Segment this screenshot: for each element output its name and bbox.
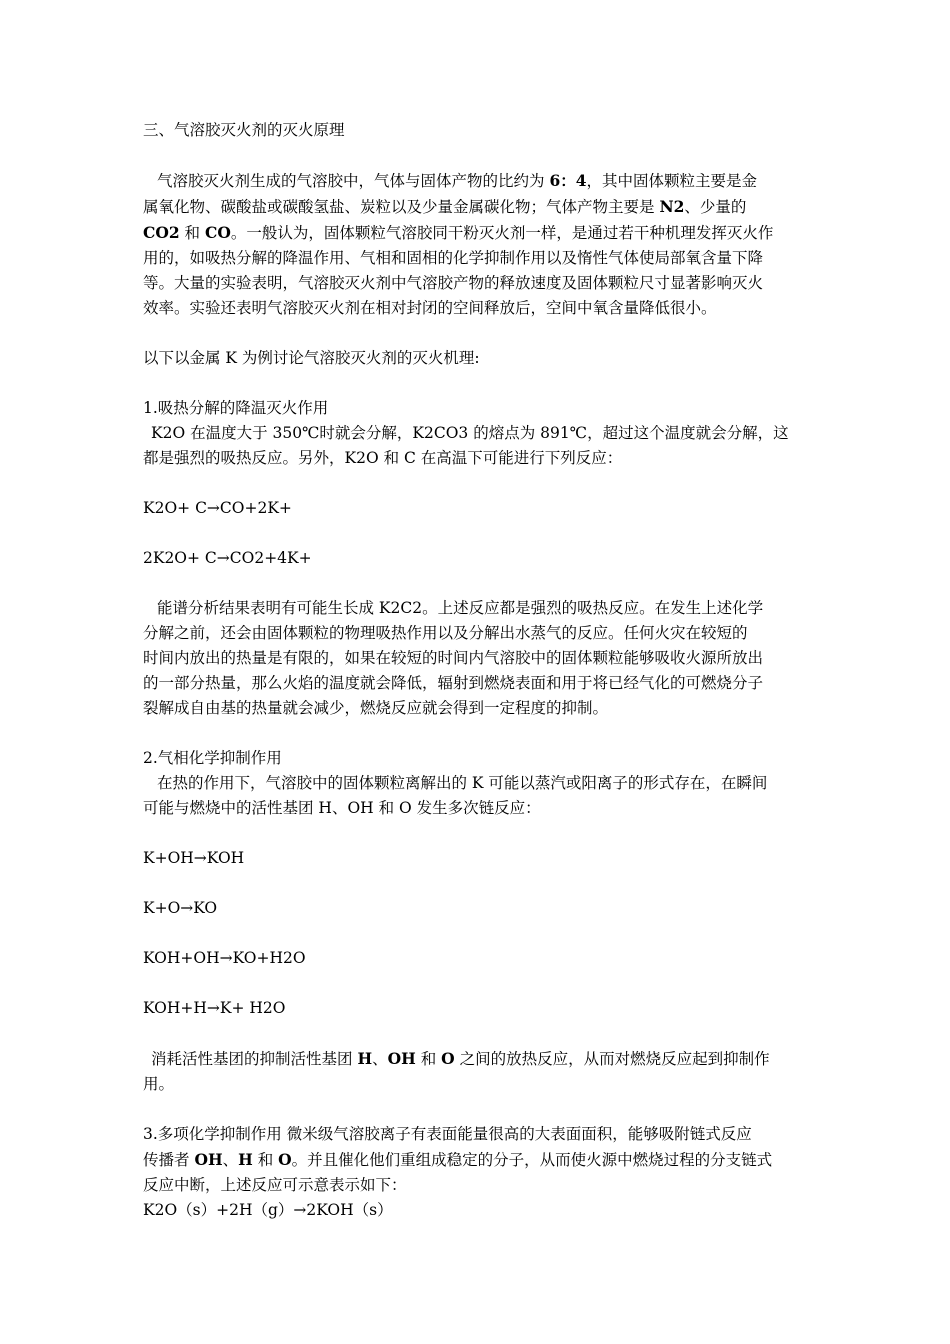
section-3-line-1: 3.多项化学抑制作用 微米级气溶胶离子有表面能量很高的大表面面积，能够吸附链式反应 (143, 1125, 752, 1143)
section-3-line-3: 反应中断，上述反应可示意表示如下： (143, 1176, 407, 1194)
document-page (143, 118, 808, 1223)
co2-term: CO2 (143, 223, 180, 242)
section-1-para-line-5: 裂解成自由基的热量就会减少，燃烧反应就会得到一定程度的抑制。 (143, 699, 609, 717)
equation-3: K+OH→KOH (143, 849, 245, 867)
intro-line-1: 气溶胶灭火剂生成的气溶胶中，气体与固体产物的比约为 6：4，其中固体颗粒主要是金 (157, 171, 758, 190)
section-1-para-line-4: 的一部分热量，那么火焰的温度就会降低，辐射到燃烧表面和用于将已经气化的可燃烧分子 (143, 674, 764, 692)
section-2-conclusion-line-1: 消耗活性基团的抑制活性基团 H、OH 和 O 之间的放热反应，从而对燃烧反应起到抑制作 (151, 1049, 770, 1068)
equation-5: KOH+OH→KO+H2O (143, 949, 306, 967)
section-1-title: 1.吸热分解的降温灭火作用 (143, 399, 329, 417)
intro-line-5: 等。大量的实验表明，气溶胶灭火剂中气溶胶产物的释放速度及固体颗粒尺寸显著影响灭火 (143, 274, 764, 292)
section-2-conclusion-line-2: 用。 (143, 1075, 175, 1093)
section-1-line-2: 都是强烈的吸热反应。另外，K2O 和 C 在高温下可能进行下列反应： (143, 449, 623, 467)
co-term: CO (204, 223, 231, 242)
section-2-line-2: 可能与燃烧中的活性基团 H、OH 和 O 发生多次链反应： (143, 799, 541, 817)
ratio-value: 6：4 (549, 171, 587, 190)
discussion-intro: 以下以金属 K 为例讨论气溶胶灭火剂的灭火机理: (143, 349, 480, 367)
section-2-line-1: 在热的作用下，气溶胶中的固体颗粒离解出的 K 可能以蒸汽或阳离子的形式存在，在瞬间 (157, 774, 768, 792)
h-term: H (238, 1150, 253, 1169)
o-term: O (278, 1150, 292, 1169)
intro-line-2: 属氧化物、碳酸盐或碳酸氢盐、炭粒以及少量金属碳化物；气体产物主要是 N2、少量的 (143, 197, 747, 216)
intro-line-3: CO2 和 CO。一般认为，固体颗粒气溶胶同干粉灭火剂一样，是通过若干种机理发挥灭火作 (143, 223, 774, 242)
section-3-line-2: 传播者 OH、H 和 O。并且催化他们重组成稳定的分子，从而使火源中燃烧过程的分支链式 (143, 1150, 773, 1169)
n2-term: N2 (659, 197, 685, 216)
section-1-para-line-1: 能谱分析结果表明有可能生长成 K2C2。上述反应都是强烈的吸热反应。在发生上述化学 (157, 599, 764, 617)
oh-term: OH (387, 1049, 416, 1068)
equation-6: KOH+H→K+ H2O (143, 999, 286, 1017)
equation-2: 2K2O+ C→CO2+4K+ (143, 549, 312, 567)
equation-4: K+O→KO (143, 899, 218, 917)
oh-term: OH (194, 1150, 223, 1169)
h-term: H (357, 1049, 373, 1068)
section-1-para-line-2: 分解之前，还会由固体颗粒的物理吸热作用以及分解出水蒸气的反应。任何火灾在较短的 (143, 624, 748, 642)
intro-paragraph (143, 168, 808, 321)
section-2-title: 2.气相化学抑制作用 (143, 749, 282, 767)
section-title: 三、气溶胶灭火剂的灭火原理 (143, 121, 345, 139)
intro-line-6: 效率。实验还表明气溶胶灭火剂在相对封闭的空间释放后，空间中氧含量降低很小。 (143, 299, 717, 317)
equation-1: K2O+ C→CO+2K+ (143, 499, 292, 517)
o-term: O (441, 1049, 455, 1068)
intro-line-4: 用的，如吸热分解的降温作用、气相和固相的化学抑制作用以及惰性气体使局部氧含量下降 (143, 249, 764, 267)
section-1-para-line-3: 时间内放出的热量是有限的，如果在较短的时间内气溶胶中的固体颗粒能够吸收火源所放出 (143, 649, 764, 667)
equation-7: K2O（s）+2H（g）→2KOH（s） (143, 1201, 393, 1219)
section-1-line-1: K2O 在温度大于 350℃时就会分解，K2CO3 的熔点为 891℃，超过这个温度就会分解，这 (151, 424, 789, 442)
